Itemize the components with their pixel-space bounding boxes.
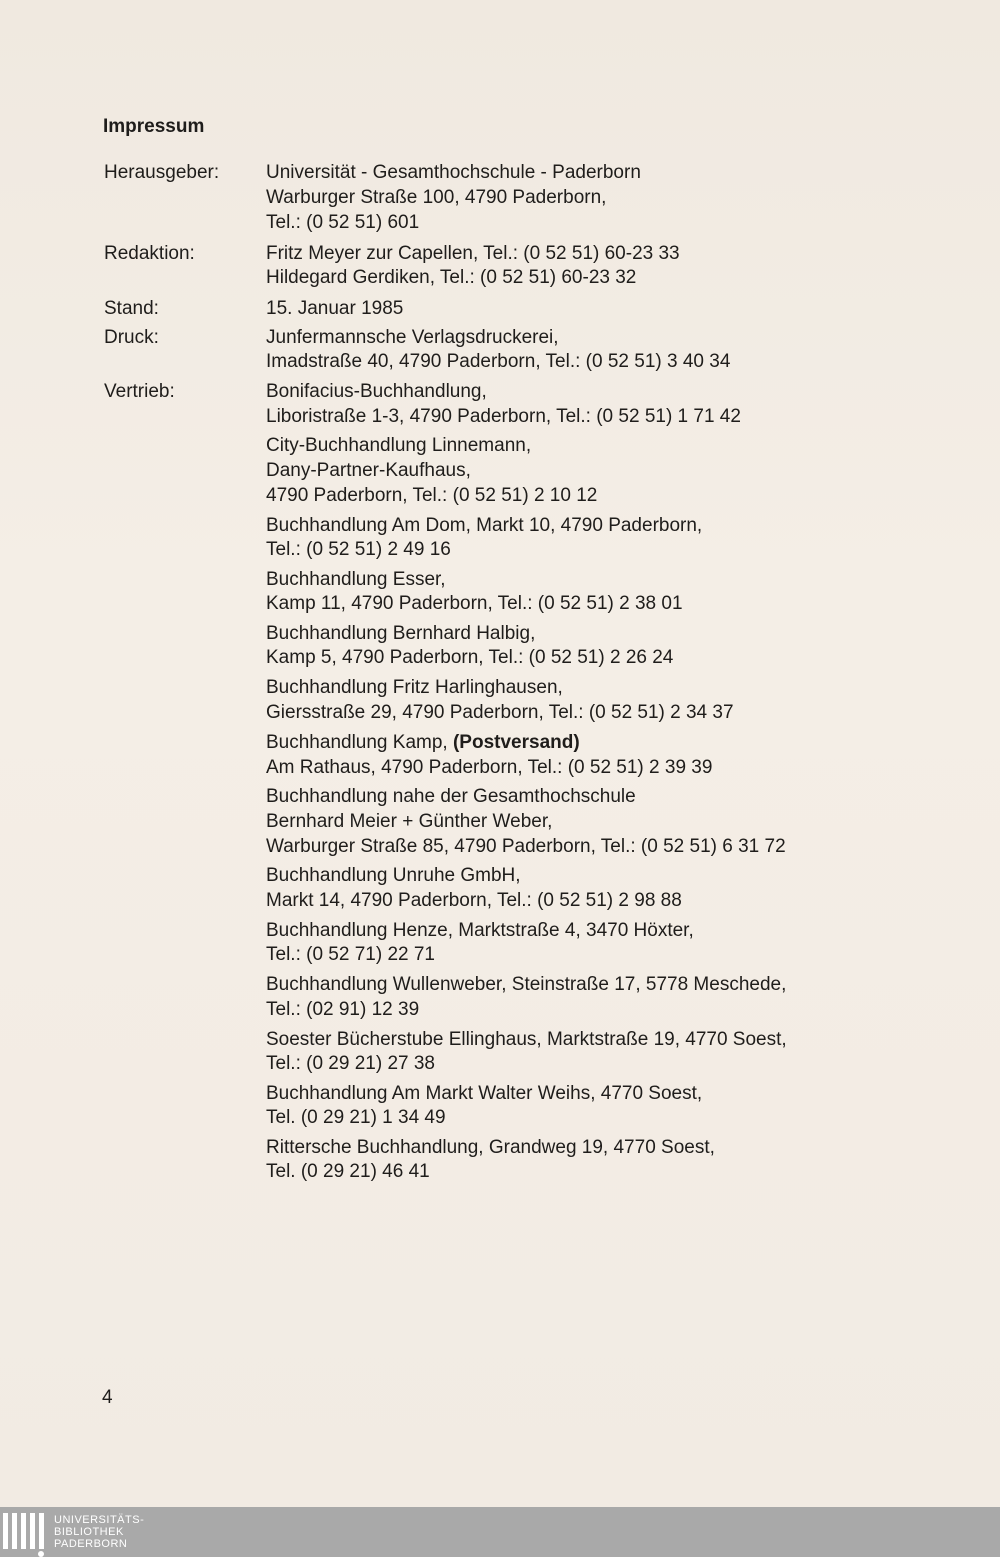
vertrieb-line: City-Buchhandlung Linnemann,: [266, 435, 532, 456]
herausgeber-line: Universität - Gesamthochschule - Paderborn: [266, 162, 641, 183]
vertrieb-line: Buchhandlung Unruhe GmbH,: [266, 865, 521, 886]
vertrieb-line: Tel. (0 29 21) 1 34 49: [266, 1107, 446, 1128]
vertrieb-line: Giersstraße 29, 4790 Paderborn, Tel.: (0 52 51) 2 34 37: [266, 702, 734, 723]
label-druck: Druck:: [104, 327, 159, 348]
vertrieb-line: Buchhandlung Am Markt Walter Weihs, 4770 Soest,: [266, 1083, 703, 1104]
vertrieb-line: Tel.: (02 91) 12 39: [266, 999, 420, 1020]
vertrieb-line: Tel. (0 29 21) 46 41: [266, 1161, 430, 1182]
vertrieb-line: Bernhard Meier + Günther Weber,: [266, 811, 553, 832]
vertrieb-line: Buchhandlung Am Dom, Markt 10, 4790 Paderborn,: [266, 515, 703, 536]
herausgeber-line: Tel.: (0 52 51) 601: [266, 212, 420, 233]
page-number: 4: [102, 1387, 113, 1408]
vertrieb-line: Tel.: (0 52 71) 22 71: [266, 944, 435, 965]
redaktion-line: Fritz Meyer zur Capellen, Tel.: (0 52 51) 60-23 33: [266, 243, 680, 264]
vertrieb-line: Dany-Partner-Kaufhaus,: [266, 460, 471, 481]
stand-value: 15. Januar 1985: [266, 298, 404, 319]
vertrieb-line: Kamp 11, 4790 Paderborn, Tel.: (0 52 51) 2 38 01: [266, 593, 683, 614]
vertrieb-line: Kamp 5, 4790 Paderborn, Tel.: (0 52 51) 2 26 24: [266, 647, 674, 668]
vertrieb-line: Buchhandlung Fritz Harlinghausen,: [266, 677, 563, 698]
vertrieb-line: Markt 14, 4790 Paderborn, Tel.: (0 52 51) 2 98 88: [266, 890, 682, 911]
herausgeber-line: Warburger Straße 100, 4790 Paderborn,: [266, 187, 607, 208]
vertrieb-line: Buchhandlung Wullenweber, Steinstraße 17, 5778 Meschede,: [266, 974, 787, 995]
vertrieb-line: Soester Bücherstube Ellinghaus, Marktstraße 19, 4770 Soest,: [266, 1029, 787, 1050]
library-logo-icon: [3, 1513, 47, 1553]
vertrieb-line: Tel.: (0 52 51) 2 49 16: [266, 539, 451, 560]
page-title: Impressum: [103, 116, 205, 137]
label-stand: Stand:: [104, 298, 159, 319]
label-herausgeber: Herausgeber:: [104, 162, 220, 183]
vertrieb-line: Buchhandlung Henze, Marktstraße 4, 3470 Höxter,: [266, 920, 694, 941]
vertrieb-line: Buchhandlung Bernhard Halbig,: [266, 623, 536, 644]
vertrieb-line-text: Buchhandlung Kamp,: [266, 732, 448, 753]
library-name-line: PADERBORN: [54, 1538, 128, 1550]
library-name: [54, 1514, 144, 1550]
vertrieb-line: Bonifacius-Buchhandlung,: [266, 381, 487, 402]
vertrieb-line: Rittersche Buchhandlung, Grandweg 19, 4770 Soest,: [266, 1137, 715, 1158]
vertrieb-line: Warburger Straße 85, 4790 Paderborn, Tel.: (0 52 51) 6 31 72: [266, 836, 786, 857]
vertrieb-line: Buchhandlung Esser,: [266, 569, 446, 590]
druck-line: Junfermannsche Verlagsdruckerei,: [266, 327, 559, 348]
label-redaktion: Redaktion:: [104, 243, 195, 264]
library-name-line: UNIVERSITÄTS-: [54, 1514, 145, 1526]
vertrieb-line: 4790 Paderborn, Tel.: (0 52 51) 2 10 12: [266, 485, 598, 506]
library-name-line: BIBLIOTHEK: [54, 1526, 124, 1538]
postversand-note: (Postversand): [452, 732, 580, 753]
redaktion-line: Hildegard Gerdiken, Tel.: (0 52 51) 60-23 32: [266, 267, 637, 288]
druck-line: Imadstraße 40, 4790 Paderborn, Tel.: (0 52 51) 3 40 34: [266, 351, 731, 372]
library-footer: [0, 1507, 1000, 1557]
vertrieb-line: Am Rathaus, 4790 Paderborn, Tel.: (0 52 51) 2 39 39: [266, 757, 713, 778]
vertrieb-line: Liboristraße 1-3, 4790 Paderborn, Tel.: (0 52 51) 1 71 42: [266, 406, 741, 427]
vertrieb-line: [266, 732, 580, 754]
vertrieb-line: Buchhandlung nahe der Gesamthochschule: [266, 786, 636, 807]
label-vertrieb: Vertrieb:: [104, 381, 175, 402]
vertrieb-line: Tel.: (0 29 21) 27 38: [266, 1053, 435, 1074]
